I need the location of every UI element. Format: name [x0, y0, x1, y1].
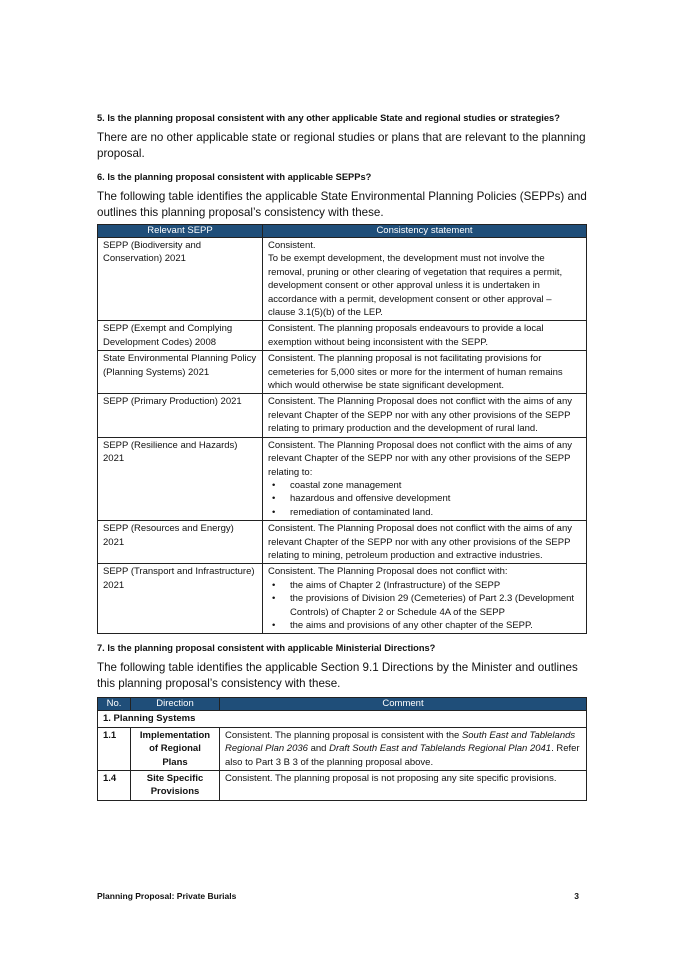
bullet-list: [268, 479, 581, 519]
question-7-heading: 7. Is the planning proposal consistent with applicable Ministerial Directions?: [97, 643, 436, 654]
sepp-table-header-row: [98, 225, 587, 238]
sepp-name: SEPP (Exempt and Complying Development Codes) 2008: [98, 321, 263, 351]
section-row: [98, 711, 587, 727]
bullet-item: • hazardous and offensive development: [290, 492, 581, 505]
direction-comment: [220, 727, 587, 770]
question-5-text: There are no other applicable state or regional studies or plans that are relevant to the planning proposal.: [97, 131, 586, 160]
sepp-name: SEPP (Transport and Infrastructure) 2021: [98, 564, 263, 634]
sepp-name: SEPP (Resources and Energy) 2021: [98, 521, 263, 564]
direction-number: 1.1: [98, 727, 131, 770]
consistency-statement: [263, 394, 587, 437]
section-title: 1. Planning Systems: [98, 711, 587, 727]
direction-name: Implementation of Regional Plans: [131, 727, 220, 770]
header-consistency-statement: Consistency statement: [263, 225, 587, 238]
table-row: [98, 321, 587, 351]
table-row: [98, 394, 587, 437]
comment-plan-name: South East and Tablelands Regional Plan 2036: [225, 729, 576, 755]
direction-name: Site Specific Provisions: [131, 771, 220, 801]
comment-text: and: [307, 743, 330, 755]
statement-line: To be exempt development, the development must not involve the removal, pruning or other clearing of vegetation that requires a permit, development consent or other approval unless it is undertaken in accordance with a permit, development consent or other approval – clause 3.1(5)(b) of the LEP.: [268, 253, 563, 319]
bullet-item: • the aims and provisions of any other chapter of the SEPP.: [290, 619, 581, 632]
page-number: 3: [574, 891, 579, 901]
statement-line: Consistent. The Planning Proposal does not conflict with:: [268, 566, 508, 578]
question-6-heading: 6. Is the planning proposal consistent with applicable SEPPs?: [97, 172, 372, 182]
bullet-item: • the provisions of Division 29 (Cemeteries) of Part 2.3 (Development Controls) of Chapter 2 or Schedule 4A of the SEPP: [290, 592, 581, 619]
statement-line: Consistent. The Planning Proposal does not conflict with the aims of any relevant Chapter of the SEPP nor with any other provisions of the SEPP relating to mining, petroleum production and extractive industries.: [268, 523, 572, 561]
bullet-item: • remediation of contaminated land.: [290, 506, 581, 519]
bullet-list: [268, 579, 581, 633]
consistency-statement: [263, 521, 587, 564]
sepp-name: SEPP (Primary Production) 2021: [98, 394, 263, 437]
consistency-statement: [263, 238, 587, 321]
statement-line: Consistent.: [268, 240, 316, 251]
consistency-statement: [263, 564, 587, 634]
comment-plan-name: Draft South East and Tablelands Regional Plan 2041: [329, 743, 552, 755]
statement-line: Consistent. The planning proposals endeavours to provide a local exemption without being inconsistent with the SEPP.: [268, 323, 544, 348]
consistency-statement: [263, 351, 587, 394]
comment-text: Consistent. The planning proposal is consistent with the: [225, 729, 462, 741]
statement-line: Consistent. The Planning Proposal does not conflict with the aims of any relevant Chapter of the SEPP nor with any other provisions of the SEPP relating to primary production and the development of rural land.: [268, 396, 572, 435]
table-row: [98, 727, 587, 770]
header-relevant-sepp: Relevant SEPP: [98, 225, 263, 238]
question-5-heading: 5. Is the planning proposal consistent with any other applicable State and regional studies or strategies?: [97, 113, 560, 123]
table-row: [98, 351, 587, 394]
directions-table-header-row: [98, 698, 587, 711]
table-row: [98, 521, 587, 564]
sepp-name: SEPP (Biodiversity and Conservation) 2021: [98, 238, 263, 321]
comment-text: . Refer also to Part 3 B 3 of the planning proposal above.: [225, 743, 580, 768]
consistency-statement: [263, 437, 587, 520]
page-content: [97, 112, 587, 801]
directions-table: [97, 697, 587, 800]
bullet-item: • the aims of Chapter 2 (Infrastructure) of the SEPP: [290, 579, 581, 592]
bullet-item: • coastal zone management: [290, 479, 581, 492]
footer-title: Planning Proposal: Private Burials: [97, 891, 237, 901]
direction-number: 1.4: [98, 771, 131, 801]
table-row: [98, 564, 587, 634]
statement-line: Consistent. The Planning Proposal does not conflict with the aims of any relevant Chapter of the SEPP nor with any other provisions of the SEPP relating to:: [268, 439, 572, 478]
header-direction: Direction: [131, 698, 220, 711]
statement-line: Consistent. The planning proposal is not facilitating provisions for cemeteries for 5,000 sites or more for the interment of human remains which would otherwise be state significant development.: [268, 353, 563, 392]
sepp-name: SEPP (Resilience and Hazards) 2021: [98, 437, 263, 520]
question-6-text: The following table identifies the applicable State Environmental Planning Policies (SEPPs) and outlines this planning proposal’s consistency with these.: [97, 190, 587, 219]
table-row: [98, 771, 587, 801]
header-comment: Comment: [220, 698, 587, 711]
page-footer: [97, 891, 587, 901]
table-row: [98, 437, 587, 520]
consistency-statement: [263, 321, 587, 351]
table-row: [98, 238, 587, 321]
sepp-name: State Environmental Planning Policy (Planning Systems) 2021: [98, 351, 263, 394]
header-no: No.: [98, 698, 131, 711]
sepp-table: [97, 224, 587, 634]
direction-comment: [220, 771, 587, 801]
question-7-text: The following table identifies the applicable Section 9.1 Directions by the Minister and outlines this planning proposal’s consistency with these.: [97, 661, 578, 690]
comment-text: Consistent. The planning proposal is not proposing any site specific provisions.: [225, 773, 557, 784]
